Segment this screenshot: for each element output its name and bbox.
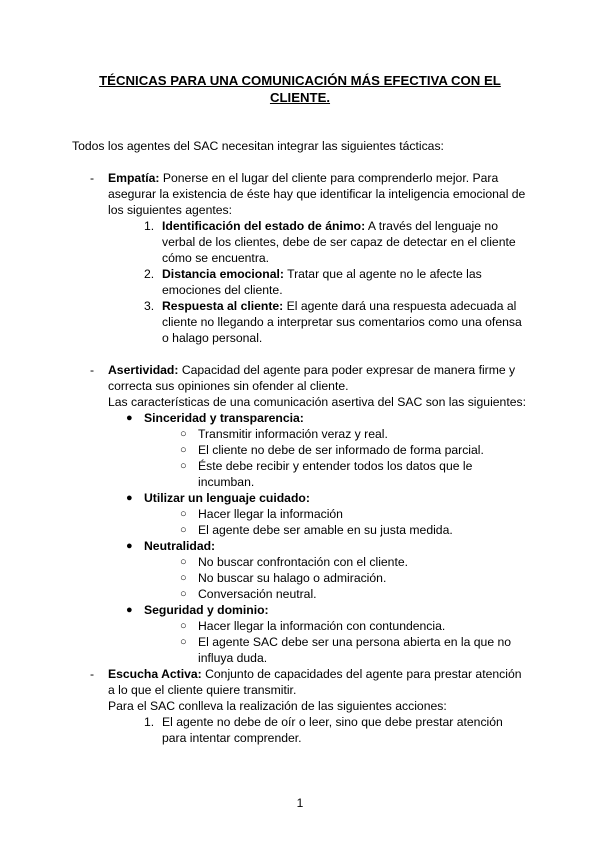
section-asertividad: [90, 362, 530, 666]
empatia-text: Ponerse en el lugar del cliente para comprenderlo mejor. Para asegurar la existencia de éste hay que identificar la inteligencia emocional de los siguientes agentes:: [108, 171, 526, 217]
list-item: [108, 602, 530, 666]
sub-item-text: No buscar su halago o admiración.: [198, 571, 387, 585]
item-text: El agente no debe de oír o leer, sino que debe prestar atención para intentar comprender.: [162, 715, 503, 745]
item-text: El agente dará una respuesta adecuada al cliente no llegando a interpretar sus comentarios como una ofensa o halago personal.: [162, 299, 522, 345]
item-number: 1.: [144, 715, 155, 729]
item-number: 1.: [144, 219, 155, 233]
sub-item-text: Transmitir información veraz y real.: [198, 427, 388, 441]
sub-list: [144, 506, 530, 538]
sub-list: [144, 426, 530, 490]
dash-marker: -: [90, 363, 95, 377]
circle-bullet-icon: ○: [180, 460, 187, 472]
sub-list: [144, 554, 530, 602]
asertividad-definition: [108, 362, 530, 394]
dash-marker: -: [90, 171, 95, 185]
bullet-icon: ●: [126, 604, 133, 616]
item-term: Distancia emocional:: [162, 267, 284, 281]
list-item: [108, 490, 530, 538]
sub-item-text: Éste debe recibir y entender todos los datos que le incumban.: [198, 459, 473, 489]
group-label: Utilizar un lenguaje cuidado:: [144, 491, 310, 505]
circle-bullet-icon: ○: [180, 524, 187, 536]
sub-item-text: No buscar confrontación con el cliente.: [198, 555, 409, 569]
sub-item-text: Hacer llegar la información con contundencia.: [198, 619, 446, 633]
intro-paragraph: Todos los agentes del SAC necesitan integrar las siguientes tácticas:: [72, 139, 444, 153]
title-line-2: CLIENTE.: [269, 90, 331, 105]
sub-item: [144, 570, 530, 586]
asertividad-list: [108, 410, 530, 666]
circle-bullet-icon: ○: [180, 636, 187, 648]
group-label: Sinceridad y transparencia:: [144, 411, 304, 425]
circle-bullet-icon: ○: [180, 620, 187, 632]
dash-marker: -: [90, 667, 95, 681]
sub-item-text: Hacer llegar la información: [198, 507, 343, 521]
sub-item-text: El agente SAC debe ser una persona abierta en la que no influya duda.: [198, 635, 512, 665]
item-term: Respuesta al cliente:: [162, 299, 284, 313]
sub-item: [144, 522, 530, 538]
sub-item: [144, 426, 530, 442]
sub-item: [144, 634, 530, 666]
circle-bullet-icon: ○: [180, 572, 187, 584]
list-item: [108, 266, 530, 298]
list-item: [108, 298, 530, 346]
sub-item-text: Conversación neutral.: [198, 587, 317, 601]
sub-item: [144, 586, 530, 602]
bullet-icon: ●: [126, 492, 133, 504]
asertividad-text: Capacidad del agente para poder expresar de manera firme y correcta sus opiniones sin ofender al cliente.: [108, 363, 516, 393]
circle-bullet-icon: ○: [180, 588, 187, 600]
section-escucha-activa: [90, 666, 530, 746]
group-label: Seguridad y dominio:: [144, 603, 269, 617]
document-title: [60, 72, 540, 106]
asertividad-intro: Las características de una comunicación asertiva del SAC son las siguientes:: [108, 395, 526, 409]
item-number: 2.: [144, 267, 155, 281]
empatia-definition: [108, 170, 530, 218]
escucha-term: Escucha Activa:: [108, 667, 202, 681]
sub-item: [144, 554, 530, 570]
item-term: Identificación del estado de ánimo:: [162, 219, 366, 233]
list-item: [108, 410, 530, 490]
bullet-icon: ●: [126, 540, 133, 552]
list-item: [108, 538, 530, 602]
sub-list: [144, 618, 530, 666]
sub-item-text: El agente debe ser amable en su justa medida.: [198, 523, 453, 537]
circle-bullet-icon: ○: [180, 444, 187, 456]
item-number: 3.: [144, 299, 155, 313]
asertividad-term: Asertividad:: [108, 363, 179, 377]
bullet-icon: ●: [126, 412, 133, 424]
circle-bullet-icon: ○: [180, 508, 187, 520]
escucha-intro: Para el SAC conlleva la realización de las siguientes acciones:: [108, 699, 447, 713]
escucha-list: [108, 714, 530, 746]
group-label: Neutralidad:: [144, 539, 216, 553]
empatia-term: Empatía:: [108, 171, 160, 185]
circle-bullet-icon: ○: [180, 556, 187, 568]
list-item: [108, 218, 530, 266]
list-item: [108, 714, 530, 746]
empatia-list: [108, 218, 530, 346]
sub-item: [144, 506, 530, 522]
escucha-text: Conjunto de capacidades del agente para prestar atención a lo que el cliente quiere transmitir.: [108, 667, 522, 697]
item-text: A través del lenguaje no verbal de los clientes, debe de ser capaz de detectar en el cliente cómo se encuentra.: [162, 219, 516, 265]
sub-item: [144, 618, 530, 634]
sub-item-text: El cliente no debe de ser informado de forma parcial.: [198, 443, 484, 457]
page-number: 1: [296, 796, 304, 810]
escucha-definition: [108, 666, 530, 698]
sub-item: [144, 458, 530, 490]
circle-bullet-icon: ○: [180, 428, 187, 440]
title-line-1: TÉCNICAS PARA UNA COMUNICACIÓN MÁS EFECTIVA CON EL: [99, 73, 501, 88]
sub-item: [144, 442, 530, 458]
section-empatia: [90, 170, 530, 346]
item-text: Tratar que al agente no le afecte las emociones del cliente.: [162, 267, 482, 297]
